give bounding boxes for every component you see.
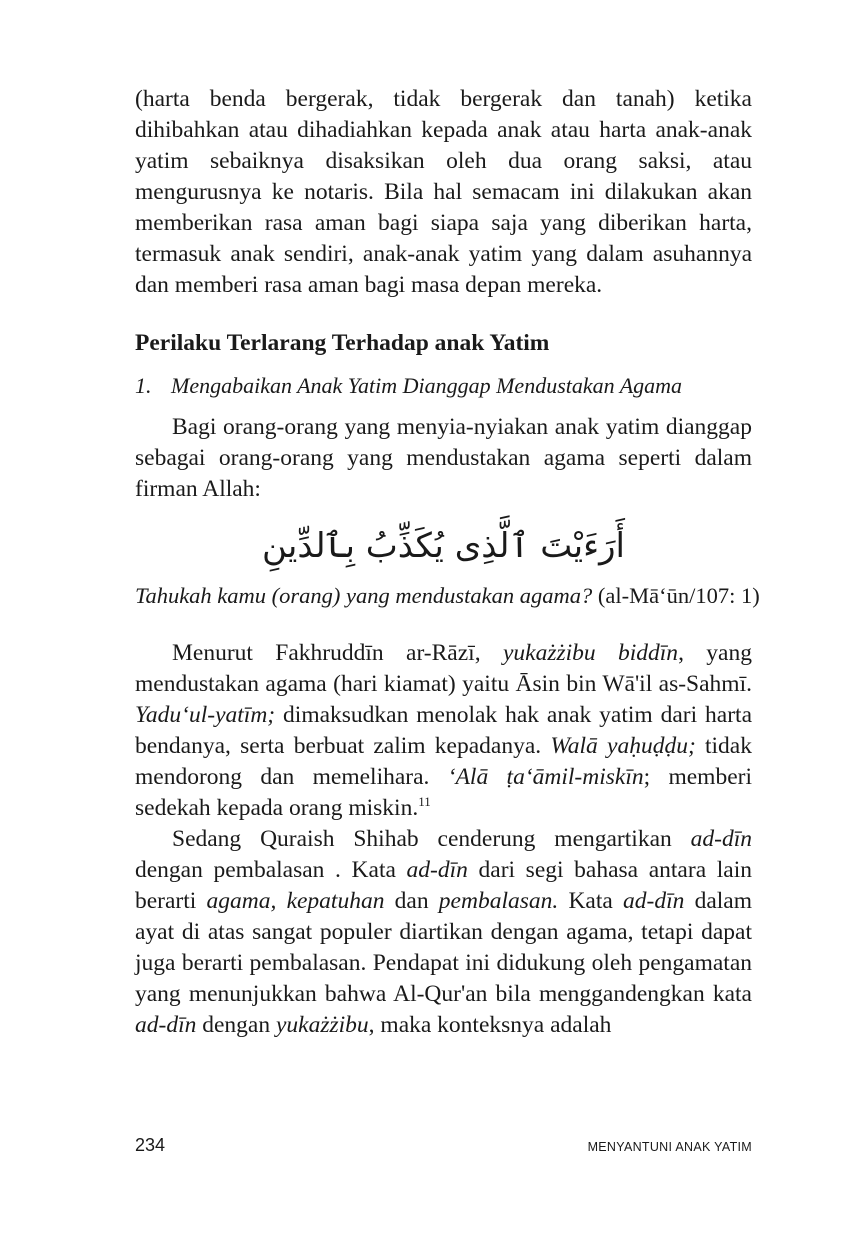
italic-term: ad-dīn <box>135 1012 197 1038</box>
section-heading: Perilaku Terlarang Terhadap anak Yatim <box>135 330 550 356</box>
text-run: , yang mendustakan agama (hari kiamat) yaitu Āsin bin Wā'il as-Sahmī. <box>135 640 752 697</box>
text-run: Menurut Fakhruddīn ar-Rāzī, <box>172 640 503 666</box>
italic-term: pembalasan. <box>438 888 559 914</box>
subsection-title: Mengabaikan Anak Yatim Dianggap Mendustakan Agama <box>171 373 683 398</box>
text-run: dimaksudkan menolak hak anak yatim dari harta bendanya, serta berbuat zalim kepadanya. <box>135 702 752 759</box>
text-run: dari segi bahasa antara lain berarti <box>135 857 752 914</box>
text-run: dengan <box>196 1012 276 1038</box>
italic-term: Walā yaḥuḍḍu; <box>550 733 696 759</box>
italic-term: ad-dīn <box>406 857 468 883</box>
italic-term: ad-dīn <box>690 826 752 852</box>
text-run: dan <box>384 888 439 914</box>
page-body <box>135 84 760 1041</box>
italic-term: Yadu‘ul-yatīm; <box>135 702 276 728</box>
text-run: dalam ayat di atas sangat populer diartikan dengan agama, tetapi dapat juga berarti pembalasan. Pendapat ini didukung oleh pengamatan yang menunjukkan bahwa Al-Qur'an bila menggandengkan kata <box>135 888 752 1007</box>
verse-translation-text: Tahukah kamu (orang) yang mendustakan agama? <box>135 583 593 608</box>
subsection-number: 1. <box>135 373 152 398</box>
page-footer <box>135 1135 752 1156</box>
text-run: ; memberi sedekah kepada orang miskin. <box>135 764 752 821</box>
page-number: 234 <box>135 1135 166 1155</box>
italic-term: ad-dīn <box>623 888 685 914</box>
text-run: Kata <box>558 888 624 914</box>
paragraph-shihab <box>135 824 752 1041</box>
verse-reference: (al-Mā‘ūn/107: 1) <box>592 583 760 608</box>
text-run: , maka konteksnya adalah <box>368 1012 612 1038</box>
quran-verse-arabic: أَرَءَيْتَ ٱلَّذِى يُكَذِّبُ بِٱلدِّينِ <box>262 526 625 566</box>
text-run: Sedang Quraish Shihab cenderung mengartikan <box>172 826 691 852</box>
italic-term: yukażżibu <box>275 1012 369 1038</box>
paragraph-verse-intro: Bagi orang-orang yang menyia-nyiakan anak yatim dianggap sebagai orang-orang yang mendustakan agama seperti dalam firman Allah: <box>135 414 752 502</box>
italic-term: ‘Alā ṭa‘āmil-miskīn <box>447 764 644 790</box>
footnote-marker: 11 <box>418 794 431 810</box>
text-run: tidak mendorong dan memelihara. <box>135 733 752 790</box>
paragraph-intro: (harta benda bergerak, tidak bergerak dan tanah) ketika dihibahkan atau dihadiahkan kepada anak atau harta anak-anak yatim sebaiknya disaksikan oleh dua orang saksi, atau mengurusnya ke notaris. Bila hal semacam ini dilakukan akan memberikan rasa aman bagi siapa saja yang diberikan harta, termasuk anak sendiri, anak-anak yatim yang dalam asuhannya dan memberi rasa aman bagi masa depan mereka. <box>135 86 752 298</box>
subsection-heading <box>135 370 752 401</box>
italic-term: yukażżibu biddīn <box>502 640 679 666</box>
running-footer-title: MENYANTUNI ANAK YATIM <box>587 1140 752 1154</box>
italic-term: agama, kepatuhan <box>206 888 385 914</box>
verse-translation <box>135 580 760 611</box>
text-run: dengan pembalasan . Kata <box>135 857 407 883</box>
paragraph-razi <box>135 638 752 824</box>
